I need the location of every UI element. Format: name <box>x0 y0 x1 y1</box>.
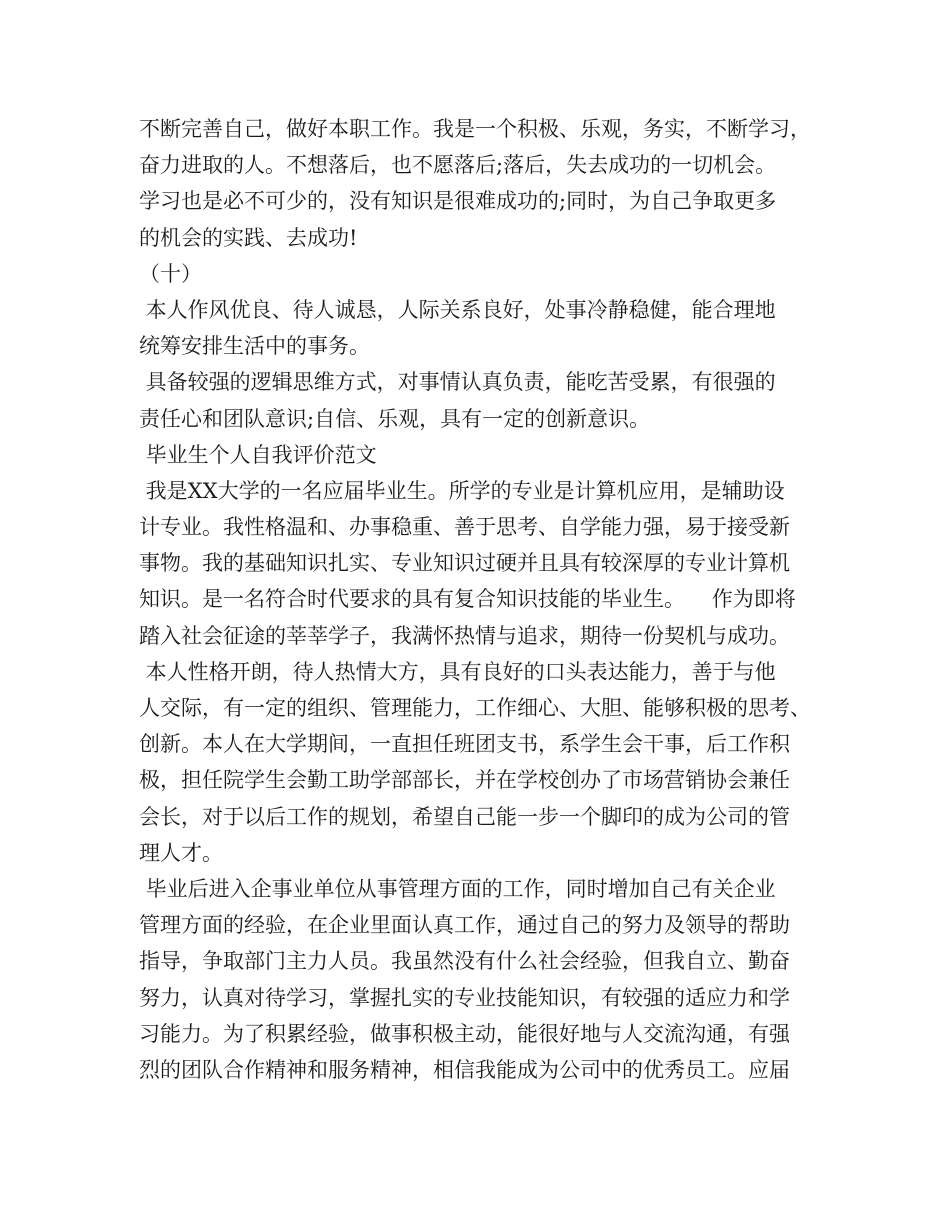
text-line: 习能力。为了积累经验，做事积极主动，能很好地与人交流沟通，有强 <box>139 1021 790 1046</box>
text-line: 努力，认真对待学习，掌握扎实的专业技能知识，有较强的适应力和学 <box>139 985 790 1010</box>
text-line: 事物。我的基础知识扎实、专业知识过硬并且具有较深厚的专业计算机 <box>139 551 790 576</box>
text-line: 极，担任院学生会勤工助学部部长，并在学校创办了市场营销协会兼任 <box>139 768 790 793</box>
text-line: 的机会的实践、去成功! <box>139 225 358 250</box>
text-line: 我是XX大学的一名应届毕业生。所学的专业是计算机应用，是辅助设 <box>139 478 785 503</box>
text-line: 会长，对于以后工作的规划，希望自己能一步一个脚印的成为公司的管 <box>139 804 790 829</box>
text-line: 管理方面的经验，在企业里面认真工作，通过自己的努力及领导的帮助 <box>139 913 790 938</box>
text-line: 理人才。 <box>139 840 223 865</box>
text-line: 本人性格开朗，待人热情大方，具有良好的口头表达能力，善于与他 <box>139 659 776 684</box>
text-line: 创新。本人在大学期间，一直担任班团支书，系学生会干事，后工作积 <box>139 732 790 757</box>
text-line: 人交际，有一定的组织、管理能力，工作细心、大胆、能够积极的思考、 <box>139 696 811 720</box>
text-line: 知识。是一名符合时代要求的具有复合知识技能的毕业生。 作为即将 <box>139 587 796 612</box>
text-line: 计专业。我性格温和、办事稳重、善于思考、自学能力强，易于接受新 <box>139 515 790 540</box>
text-line: 学习也是必不可少的，没有知识是很难成功的;同时，为自己争取更多 <box>139 189 777 214</box>
text-line: 具备较强的逻辑思维方式，对事情认真负责，能吃苦受累，有很强的 <box>139 370 776 395</box>
text-line: 责任心和团队意识;自信、乐观，具有一定的创新意识。 <box>139 406 651 431</box>
text-line: 统筹安排生活中的事务。 <box>139 334 370 359</box>
text-line: 不断完善自己，做好本职工作。我是一个积极、乐观，务实，不断学习， <box>139 117 811 141</box>
text-line: 烈的团队合作精神和服务精神，相信我能成为公司中的优秀员工。应届 <box>139 1057 790 1082</box>
section-number: （十） <box>139 261 202 286</box>
text-line: 毕业后进入企事业单位从事管理方面的工作，同时增加自己有关企业 <box>139 876 776 901</box>
document-body <box>139 111 829 1088</box>
text-line: 指导，争取部门主力人员。我虽然没有什么社会经验，但我自立、勤奋 <box>139 949 790 974</box>
text-line: 踏入社会征途的莘莘学子，我满怀热情与追求，期待一份契机与成功。 <box>139 623 790 648</box>
section-heading: 毕业生个人自我评价范文 <box>139 442 377 467</box>
text-line: 奋力进取的人。不想落后，也不愿落后;落后，失去成功的一切机会。 <box>139 153 777 178</box>
text-line: 本人作风优良、待人诚恳，人际关系良好，处事冷静稳健，能合理地 <box>139 297 776 322</box>
